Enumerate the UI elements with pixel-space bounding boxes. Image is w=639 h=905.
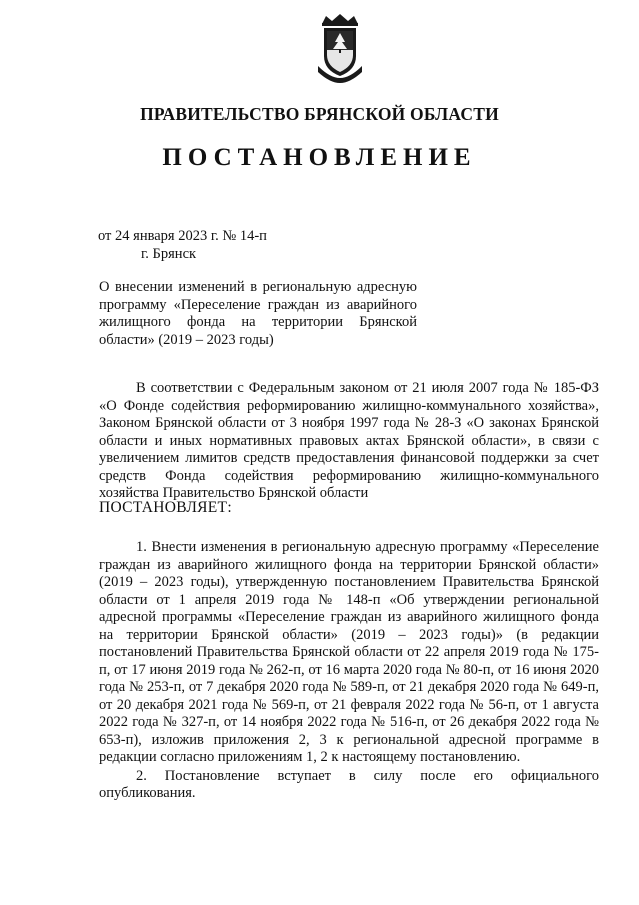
resolution-item-1: 1. Внести изменения в региональную адресную программу «Переселение граждан из аварийного жилищного фонда на территории Брянской области» (2019 – 2023 годы), утвержденную постановлением Правительства Брянской области от 1 апреля 2019 года № 148-п «Об утверждении региональной адресной программы «Переселение граждан из аварийного жилищного фонда на территории Брянской области» (2019 – 2023 годы)» (в редакции постановлений Правительства Брянской области от 22 апреля 2019 года № 175-п, от 17 июня 2019 года № 262-п, от 16 марта 2020 года № 80-п, от 16 июня 2020 года № 253-п, от 7 декабря 2020 года № 589-п, от 21 декабря 2020 года № 649-п, от 20 декабря 2021 года № 569-п, от 21 февраля 2022 года № 56-п, от 1 августа 2022 года № 327-п, от 14 ноября 2022 года № 516-п, от 26 декабря 2022 года № 653-п), изложив приложения 2, 3 к региональной адресной программе в редакции согласно приложениям 1, 2 к настоящему постановлению. [99,539,599,765]
resolve-word: ПОСТАНОВЛЯЕТ: [99,499,232,516]
document-type-title: ПОСТАНОВЛЕНИЕ [162,144,477,171]
subject-title: О внесении изменений в региональную адресную программу «Переселение граждан из аварийного жилищного фонда на территории Брянской области» (2019 – 2023 годы) [99,279,417,348]
preamble [99,380,599,503]
resolution-items [99,539,599,803]
resolution-item-2: 2. Постановление вступает в силу после его официального опубликования. [99,767,599,801]
coat-of-arms-icon [312,12,368,84]
date-number-line: от 24 января 2023 г. № 14-п [98,228,267,244]
city-line: г. Брянск [141,246,197,262]
organization-title: ПРАВИТЕЛЬСТВО БРЯНСКОЙ ОБЛАСТИ [140,104,499,124]
preamble-paragraph: В соответствии с Федеральным законом от 21 июля 2007 года № 185-ФЗ «О Фонде содействия реформированию жилищно-коммунального хозяйства», Законом Брянской области от 3 ноября 1997 года № 28-З «О законах Брянской области и иных нормативных правовых актах Брянской области», в связи с увеличением лимитов средств предоставления финансовой поддержки за счет средств Фонда содействия реформированию жилищно-коммунального хозяйства Правительство Брянской области [99,380,599,501]
